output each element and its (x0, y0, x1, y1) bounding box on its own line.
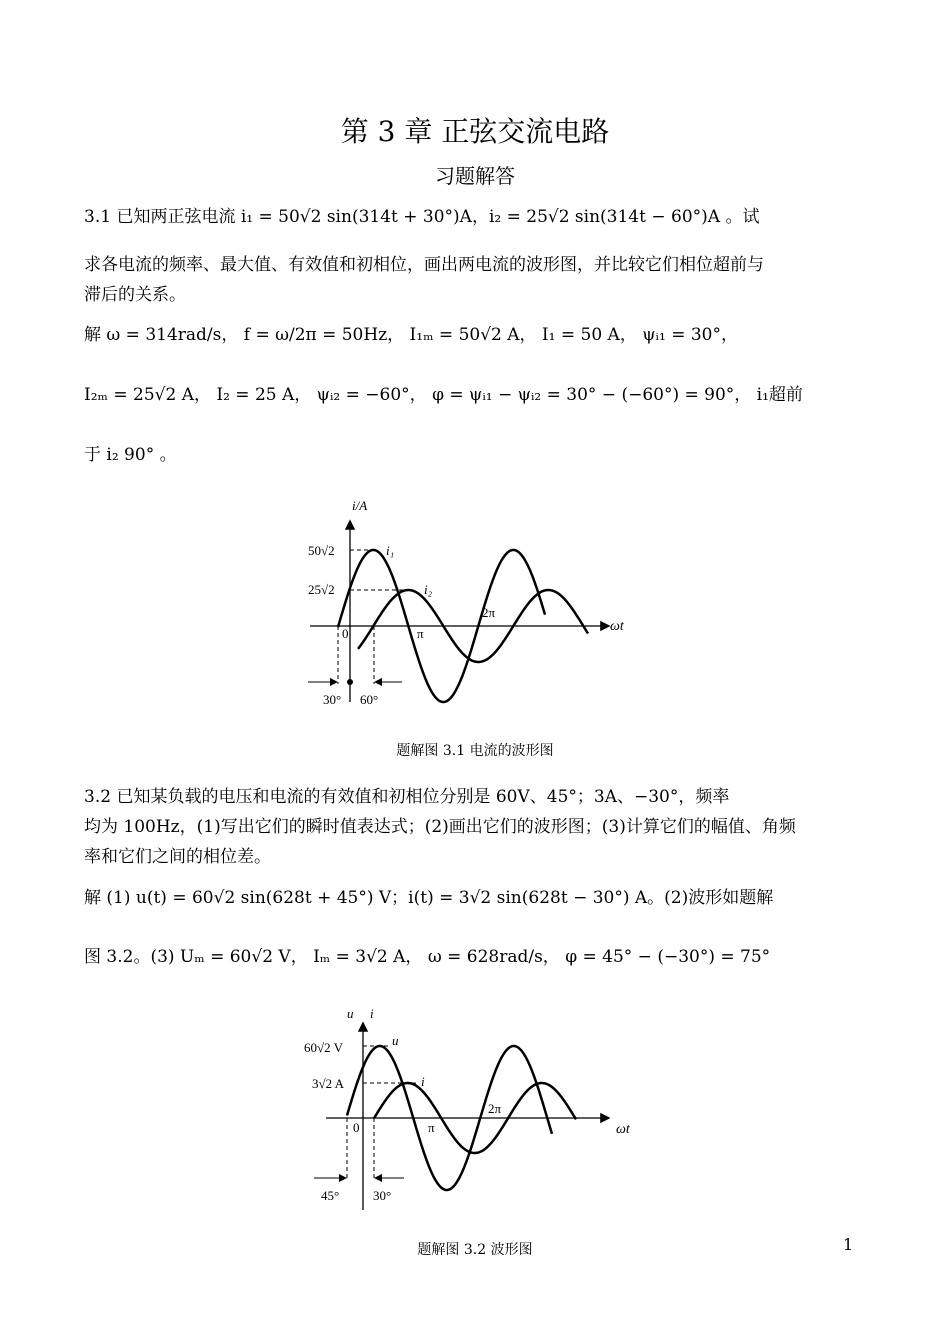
problem-3-1-answer-line3: 于 i₂ 90° 。 (84, 445, 177, 465)
peak1-label: 50√2 (308, 543, 335, 558)
curve-i1-label: i₁ (386, 543, 395, 558)
problem-3-2-answer-line1: 解 (1) u(t) = 60√2 sin(628t + 45°) V；i(t) = 3√2 sin(628t − 30°) A。(2)波形如题解 (84, 888, 774, 908)
curve-i2-label: i₂ (424, 582, 433, 597)
chapter-title: 第 3 章 正弦交流电路 (340, 115, 610, 148)
peak2-label: 25√2 (308, 582, 335, 597)
x-axis-label: ωt (616, 1122, 630, 1137)
problem-3-1-answer-line1: 解 ω = 314rad/s， f = ω/2π = 50Hz， I₁ₘ = 50√2 A， I₁ = 50 A， ψᵢ₁ = 30°， (84, 325, 738, 345)
problem-3-2-question-line2: 均为 100Hz，(1)写出它们的瞬时值表达式；(2)画出它们的波形图；(3)计算它们的幅值、角频 (84, 817, 796, 837)
phase1-label: 30° (323, 692, 342, 707)
figure-3-2-caption: 题解图 3.2 波形图 (417, 1242, 533, 1258)
figure-3-1 (290, 490, 650, 720)
curve-u-label: u (392, 1033, 399, 1048)
peak-u-label: 60√2 V (304, 1040, 344, 1055)
pi-label: π (428, 1120, 435, 1135)
phase2-label: 30° (373, 1188, 392, 1203)
section-title: 习题解答 (435, 164, 515, 188)
two-pi-label: 2π (488, 1101, 502, 1116)
x-axis-label: ωt (610, 619, 624, 634)
phase1-label: 45° (321, 1188, 340, 1203)
problem-3-1-question-line1: 3.1 已知两正弦电流 i₁ = 50√2 sin(314t + 30°)A，i₂ = 25√2 sin(314t − 60°)A 。试 (84, 207, 760, 227)
figure-3-1-caption: 题解图 3.1 电流的波形图 (396, 743, 554, 759)
figure-3-2 (300, 1000, 650, 1215)
problem-3-2-answer-line2: 图 3.2。(3) Uₘ = 60√2 V， Iₘ = 3√2 A， ω = 628rad/s， φ = 45° − (−30°) = 75° (84, 947, 771, 967)
pi-label: π (417, 626, 424, 641)
origin-label: 0 (353, 1120, 360, 1135)
problem-3-1-question-line3: 滞后的关系。 (84, 285, 186, 305)
two-pi-label: 2π (482, 605, 496, 620)
problem-3-1-question-line2: 求各电流的频率、最大值、有效值和初相位，画出两电流的波形图，并比较它们相位超前与 (84, 255, 764, 275)
problem-3-2-question-line1: 3.2 已知某负载的电压和电流的有效值和初相位分别是 60V、45°；3A、−30°，频率 (84, 787, 730, 807)
y-axis-label-u: u (347, 1006, 354, 1021)
page-number: 1 (843, 1235, 854, 1254)
problem-3-2-question-line3: 率和它们之间的相位差。 (84, 847, 271, 867)
peak-i-label: 3√2 A (312, 1076, 345, 1091)
origin-label: 0 (342, 626, 349, 641)
phase-dot (347, 679, 353, 685)
problem-3-1-answer-line2: I₂ₘ = 25√2 A， I₂ = 25 A， ψᵢ₂ = −60°， φ = ψᵢ₁ − ψᵢ₂ = 30° − (−60°) = 90°， i₁超前 (84, 385, 803, 405)
y-axis-label-i: i (370, 1006, 374, 1021)
y-axis-label: i/A (352, 498, 368, 513)
curve-i-label: i (421, 1074, 425, 1089)
phase2-label: 60° (360, 692, 379, 707)
